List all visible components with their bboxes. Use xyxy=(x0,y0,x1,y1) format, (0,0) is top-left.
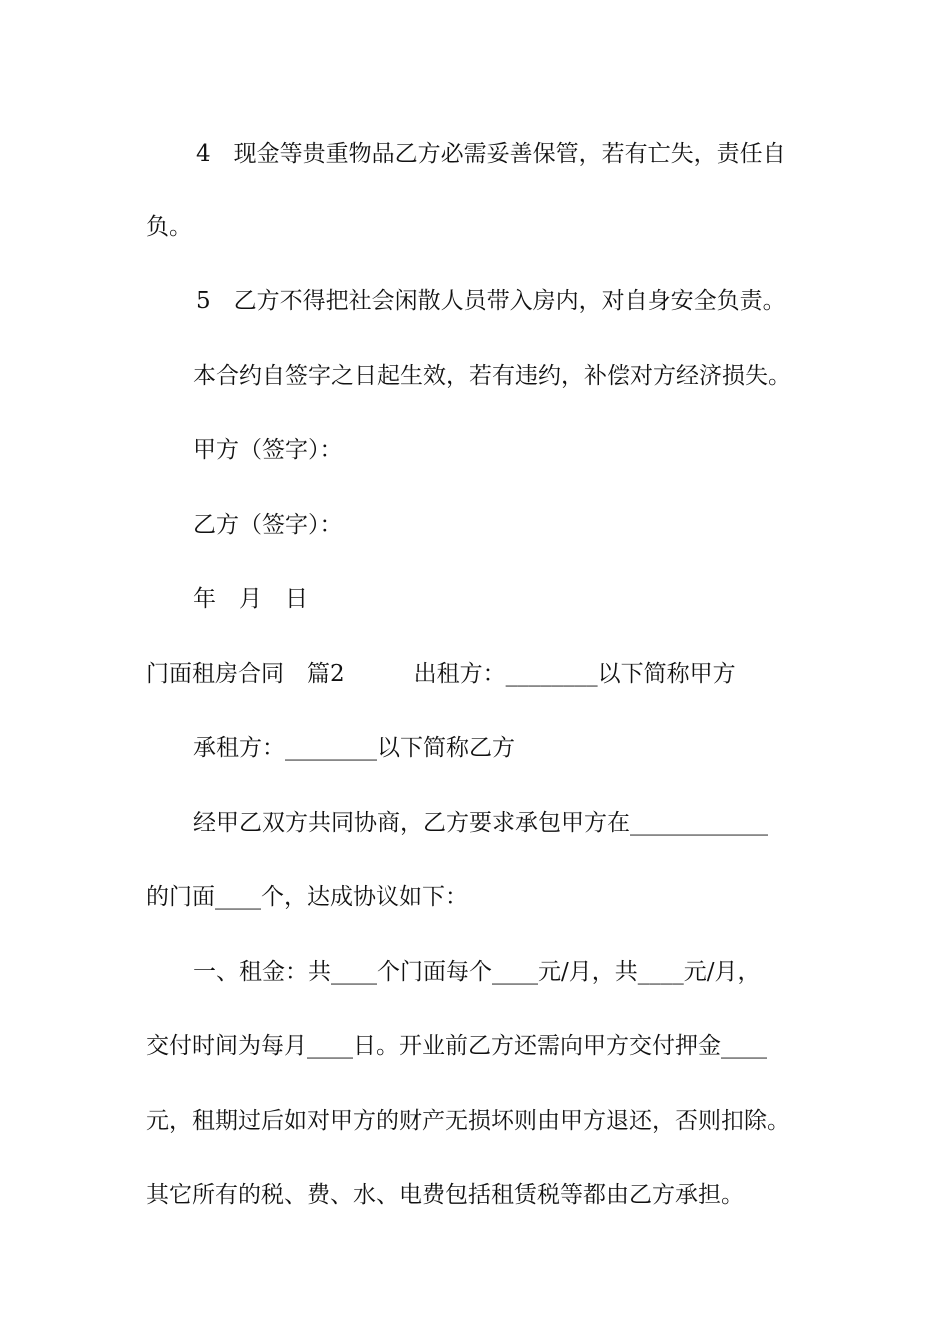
date-line: 年 月 日 xyxy=(193,586,308,612)
clause-4-line-1: 4 现金等贵重物品乙方必需妥善保管，若有亡失，责任自 xyxy=(196,141,786,167)
party-b-signature: 乙方（签字）： xyxy=(193,512,343,538)
contract-title-lessor: 门面租房合同 篇2 出租方：________以下简称甲方 xyxy=(146,661,736,687)
agreement-intro-line-2: 的门面____个，达成协议如下： xyxy=(146,884,468,910)
clause-4-line-2: 负。 xyxy=(146,214,192,240)
effective-clause: 本合约自签字之日起生效，若有违约，补偿对方经济损失。 xyxy=(193,363,791,389)
rent-clause-line-1: 一、租金：共____个门面每个____元/月，共____元/月， xyxy=(193,959,761,985)
party-a-signature: 甲方（签字）： xyxy=(193,437,343,463)
clause-5: 5 乙方不得把社会闲散人员带入房内，对自身安全负责。 xyxy=(196,288,786,314)
rent-clause-line-3: 元，租期过后如对甲方的财产无损坏则由甲方退还，否则扣除。 xyxy=(146,1108,790,1134)
rent-clause-line-2: 交付时间为每月____日。开业前乙方还需向甲方交付押金____ xyxy=(146,1033,767,1059)
rent-clause-line-4: 其它所有的税、费、水、电费包括租赁税等都由乙方承担。 xyxy=(146,1182,744,1208)
lessee-line: 承租方：________以下简称乙方 xyxy=(193,735,515,761)
agreement-intro-line-1: 经甲乙双方共同协商，乙方要求承包甲方在____________ xyxy=(193,810,768,836)
